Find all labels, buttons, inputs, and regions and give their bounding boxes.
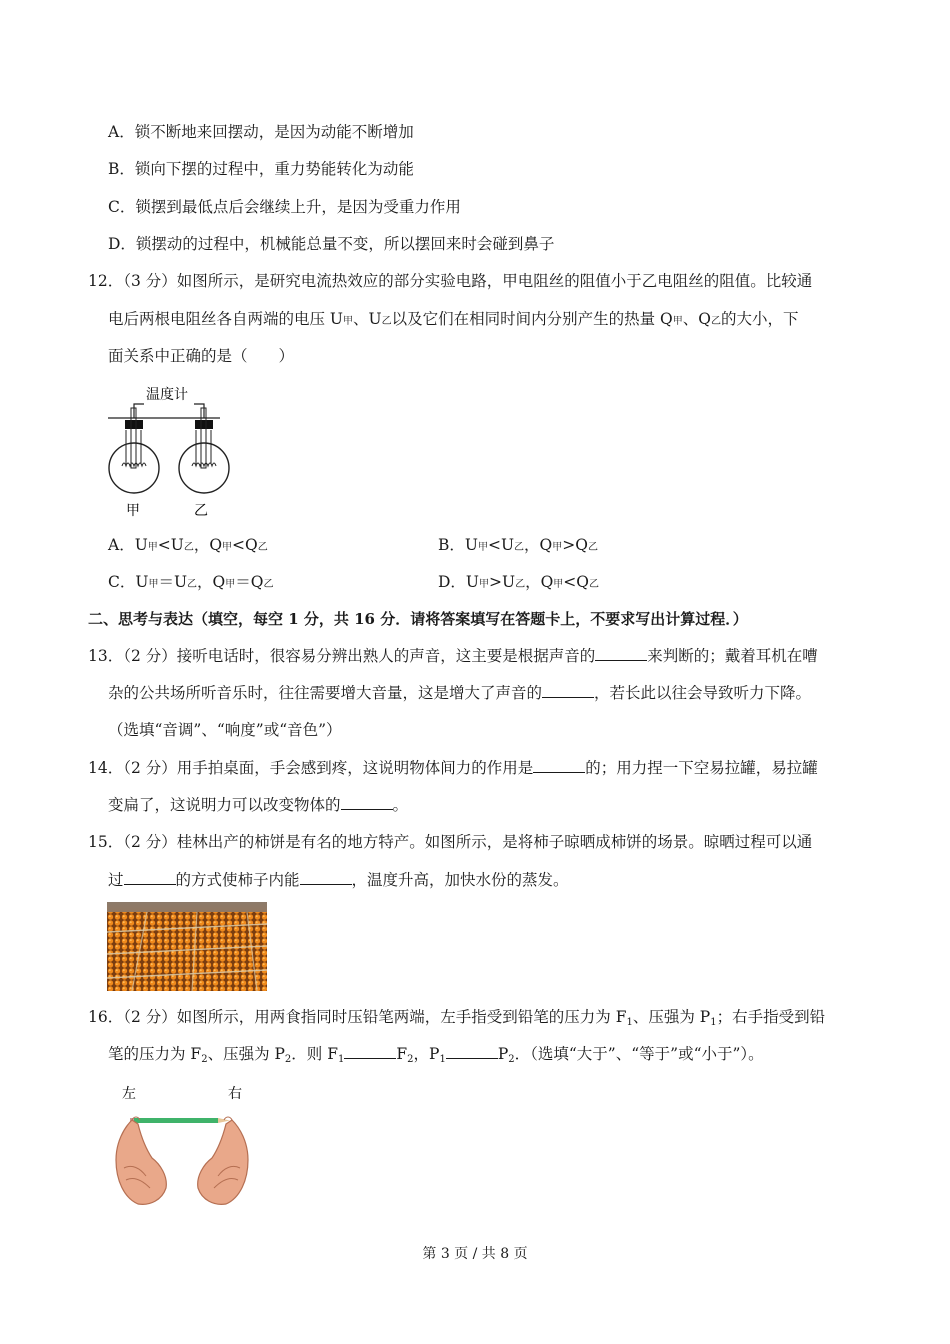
q14-blank1: [533, 758, 585, 773]
thermometer-circuit-figure: [104, 380, 234, 520]
q15-line2: 过 的方式使柿子内能 ，温度升高，加快水份的蒸发。: [108, 871, 569, 889]
q16-line2: 笔的压力为 F2、压强为 P2．则 F1 F2，P1 P2．（选填“大于”、“等于”或“小于”）。: [108, 1045, 764, 1065]
label-jia: 甲: [126, 503, 140, 519]
q13-line2: 杂的公共场所听音乐时，往往需要增大音量，这是增大了声音的 ，若长此以往会导致听力下降。: [108, 684, 812, 702]
q12-stem-line1: 12．（3 分）如图所示，是研究电流热效应的部分实验电路，甲电阻丝的阻值小于乙电阻丝的阻值。比较通: [88, 272, 813, 290]
thermometer-label: 温度计: [146, 387, 188, 403]
q15-blank2: [300, 870, 352, 885]
q14-line1: 14．（2 分）用手拍桌面，手会感到疼，这说明物体间力的作用是 的；用力捏一下空易拉罐，易拉罐: [88, 759, 818, 777]
q13-blank2: [542, 683, 594, 698]
q13-blank1: [595, 646, 647, 661]
persimmon-drying-photo: [107, 902, 267, 991]
q11-option-d: D．锁摆动的过程中，机械能总量不变，所以摆回来时会碰到鼻子: [108, 235, 555, 253]
q13-line1: 13．（2 分）接听电话时，很容易分辨出熟人的声音，这主要是根据声音的 来判断的；戴着耳机在嘈: [88, 647, 818, 665]
q14-blank2: [341, 795, 393, 810]
section2-header: 二、思考与表达（填空，每空 1 分，共 16 分．请将答案填写在答题卡上，不要求写出计算过程．）: [88, 610, 748, 628]
q12-option-b: B．U甲<U乙，Q甲>Q乙: [438, 536, 598, 554]
q12-stem-line2: 电后两根电阻丝各自两端的电压 U甲、U乙以及它们在相同时间内分别产生的热量 Q甲、Q乙的大小，下: [108, 310, 799, 328]
page-footer: 第 3 页 / 共 8 页: [422, 1246, 528, 1262]
label-right: 右: [228, 1086, 242, 1102]
q16-blank1: [344, 1044, 396, 1059]
q13-line3: （选填“音调”、“响度”或“音色”）: [108, 721, 342, 739]
q11-option-a: A．锁不断地来回摆动，是因为动能不断增加: [108, 123, 414, 141]
label-yi: 乙: [194, 503, 208, 519]
q12-option-d: D．U甲>U乙，Q甲<Q乙: [438, 573, 599, 591]
q14-line2: 变扁了，这说明力可以改变物体的 。: [108, 796, 409, 814]
q15-blank1: [124, 870, 176, 885]
q12-option-c: C．U甲＝U乙，Q甲＝Q乙: [108, 573, 274, 591]
q16-blank2: [446, 1044, 498, 1059]
q12-stem-line3: 面关系中正确的是（ ）: [108, 347, 295, 365]
q15-line1: 15．（2 分）桂林出产的柿饼是有名的地方特产。如图所示，是将柿子晾晒成柿饼的场景。晾晒过程可以通: [88, 833, 813, 851]
q16-line1: 16．（2 分）如图所示，用两食指同时压铅笔两端，左手指受到铅笔的压力为 F1、压强为 P1；右手指受到铅: [88, 1008, 826, 1028]
label-left: 左: [122, 1086, 136, 1102]
q11-option-c: C．锁摆到最低点后会继续上升，是因为受重力作用: [108, 198, 461, 216]
q12-option-a: A．U甲<U乙，Q甲<Q乙: [108, 536, 268, 554]
q11-option-b: B．锁向下摆的过程中，重力势能转化为动能: [108, 160, 414, 178]
pencil-hands-figure: [110, 1080, 260, 1210]
